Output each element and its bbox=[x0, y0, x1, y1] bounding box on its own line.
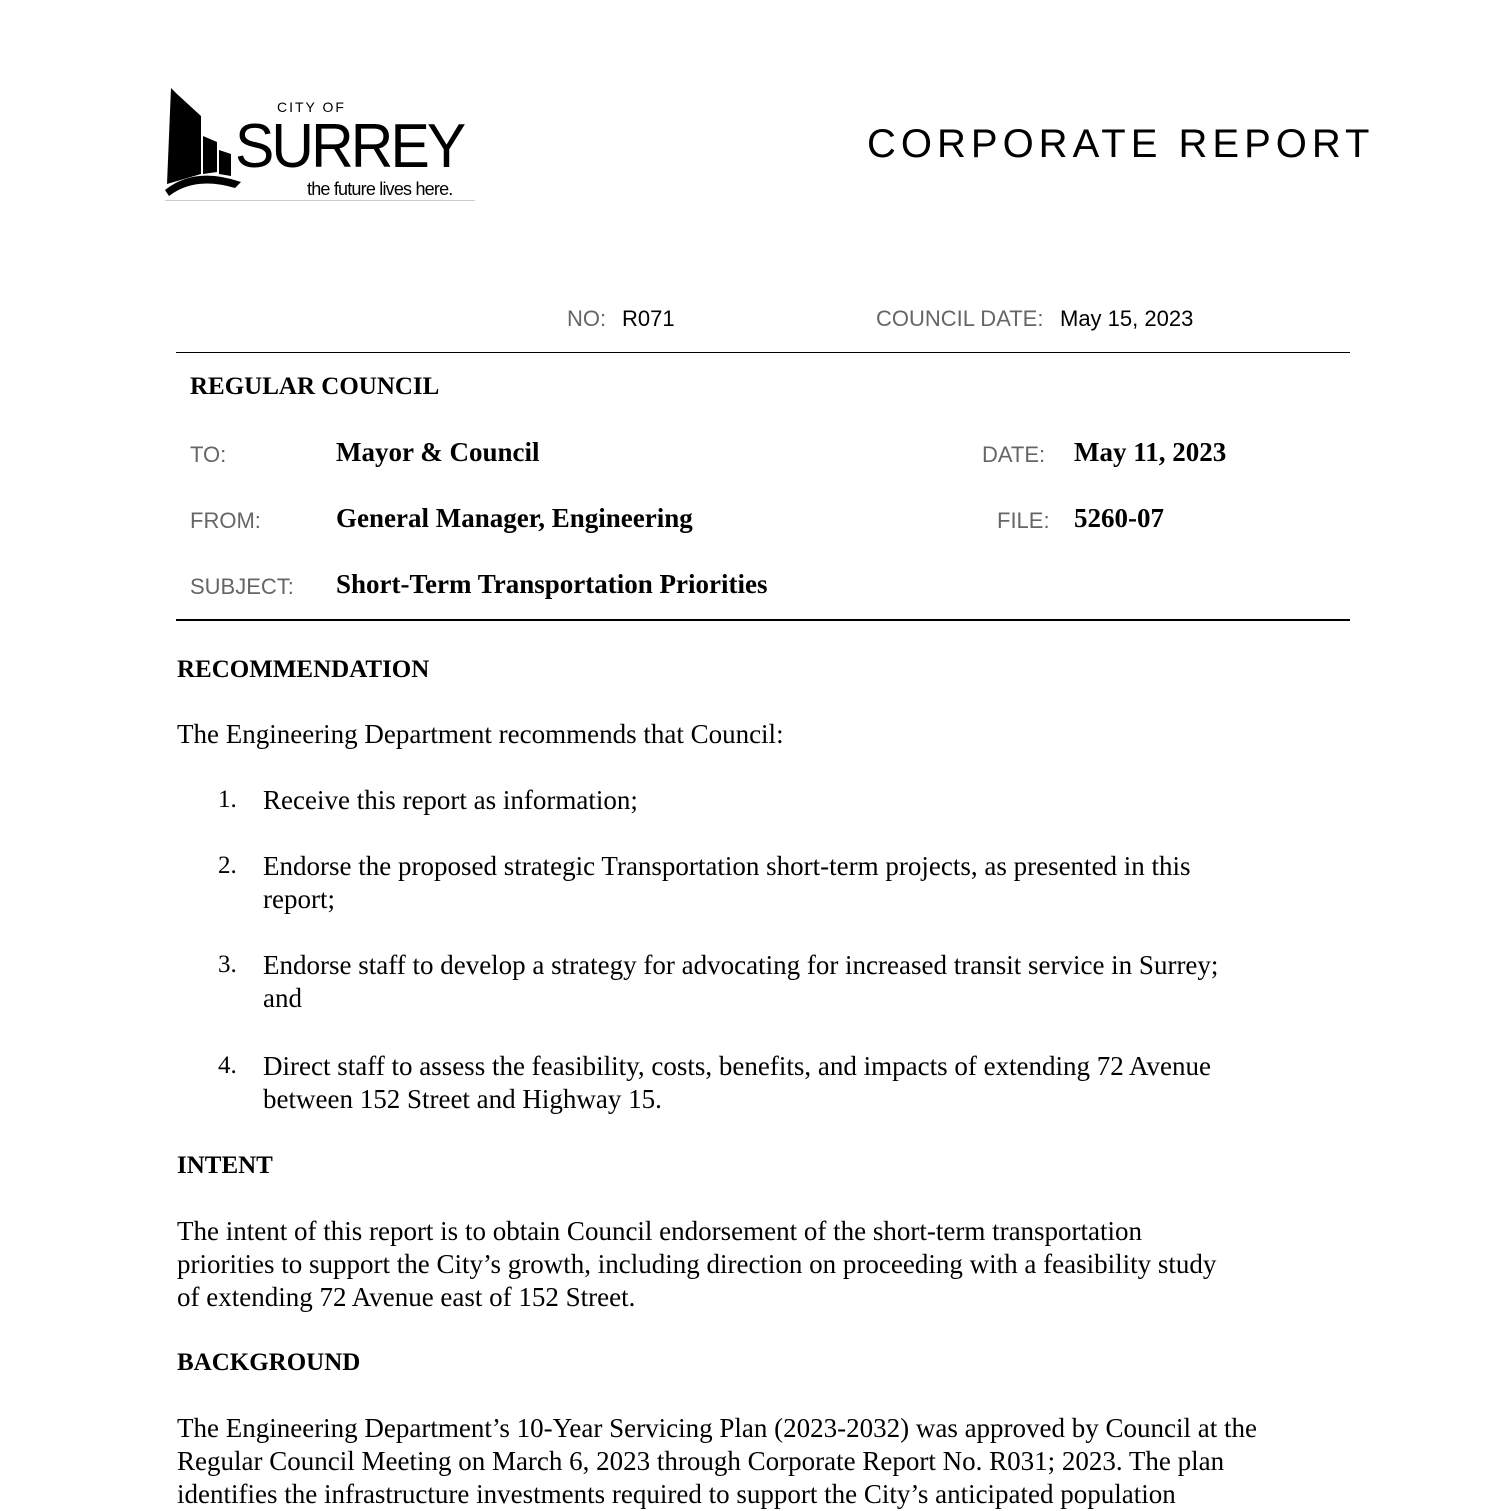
file-value: 5260-07 bbox=[1074, 503, 1164, 533]
list-item: Receive this report as information; bbox=[263, 785, 638, 815]
list-item-continued: between 152 Street and Highway 15. bbox=[263, 1084, 662, 1114]
to-label: TO: bbox=[190, 442, 227, 467]
no-value: R071 bbox=[622, 306, 675, 331]
date-value: May 11, 2023 bbox=[1074, 437, 1227, 467]
city-of-surrey-logo bbox=[165, 86, 480, 206]
recommendation-intro: The Engineering Department recommends that Council: bbox=[177, 719, 784, 749]
intent-heading: INTENT bbox=[177, 1152, 273, 1179]
list-item-continued: and bbox=[263, 983, 302, 1013]
divider-top bbox=[176, 352, 1350, 353]
list-item-number: 2. bbox=[218, 852, 237, 879]
report-title: CORPORATE REPORT bbox=[867, 122, 1375, 166]
file-label: FILE: bbox=[997, 508, 1050, 533]
logo-city-of: CITY OF bbox=[277, 99, 346, 115]
list-item: Direct staff to assess the feasibility, costs, benefits, and impacts of extending 72 Avenue bbox=[263, 1051, 1212, 1081]
background-heading: BACKGROUND bbox=[177, 1349, 361, 1376]
list-item: Endorse the proposed strategic Transportation short-term projects, as presented in this bbox=[263, 851, 1191, 881]
list-item: Endorse staff to develop a strategy for advocating for increased transit service in Surrey; bbox=[263, 950, 1219, 980]
background-line: The Engineering Department’s 10-Year Servicing Plan (2023-2032) was approved by Council at the bbox=[177, 1413, 1257, 1443]
logo-tagline: the future lives here. bbox=[307, 179, 453, 199]
intent-line: priorities to support the City’s growth, including direction on proceeding with a feasibility study bbox=[177, 1249, 1217, 1279]
logo-name: SURREY bbox=[235, 112, 464, 181]
from-label: FROM: bbox=[190, 508, 261, 533]
intent-line: of extending 72 Avenue east of 152 Street. bbox=[177, 1282, 636, 1312]
background-line: Regular Council Meeting on March 6, 2023 through Corporate Report No. R031; 2023. The plan bbox=[177, 1446, 1225, 1476]
to-value: Mayor & Council bbox=[336, 437, 540, 467]
divider-bottom bbox=[176, 619, 1350, 621]
list-item-number: 3. bbox=[218, 951, 237, 978]
list-item-number: 4. bbox=[218, 1052, 237, 1079]
list-item-continued: report; bbox=[263, 884, 335, 914]
background-line: identifies the infrastructure investments required to support the City’s anticipated population bbox=[177, 1479, 1176, 1509]
recommendation-heading: RECOMMENDATION bbox=[177, 656, 430, 683]
subject-label: SUBJECT: bbox=[190, 574, 294, 599]
council-date-value: May 15, 2023 bbox=[1060, 306, 1194, 331]
intent-line: The intent of this report is to obtain Council endorsement of the short-term transportation bbox=[177, 1216, 1143, 1246]
logo-underline bbox=[165, 200, 475, 201]
subject-value: Short-Term Transportation Priorities bbox=[336, 569, 768, 599]
meeting-type: REGULAR COUNCIL bbox=[190, 373, 440, 400]
from-value: General Manager, Engineering bbox=[336, 503, 693, 533]
list-item-number: 1. bbox=[218, 786, 237, 813]
no-label: NO: bbox=[567, 306, 607, 331]
council-date-label: COUNCIL DATE: bbox=[876, 306, 1044, 331]
date-label: DATE: bbox=[982, 442, 1046, 467]
